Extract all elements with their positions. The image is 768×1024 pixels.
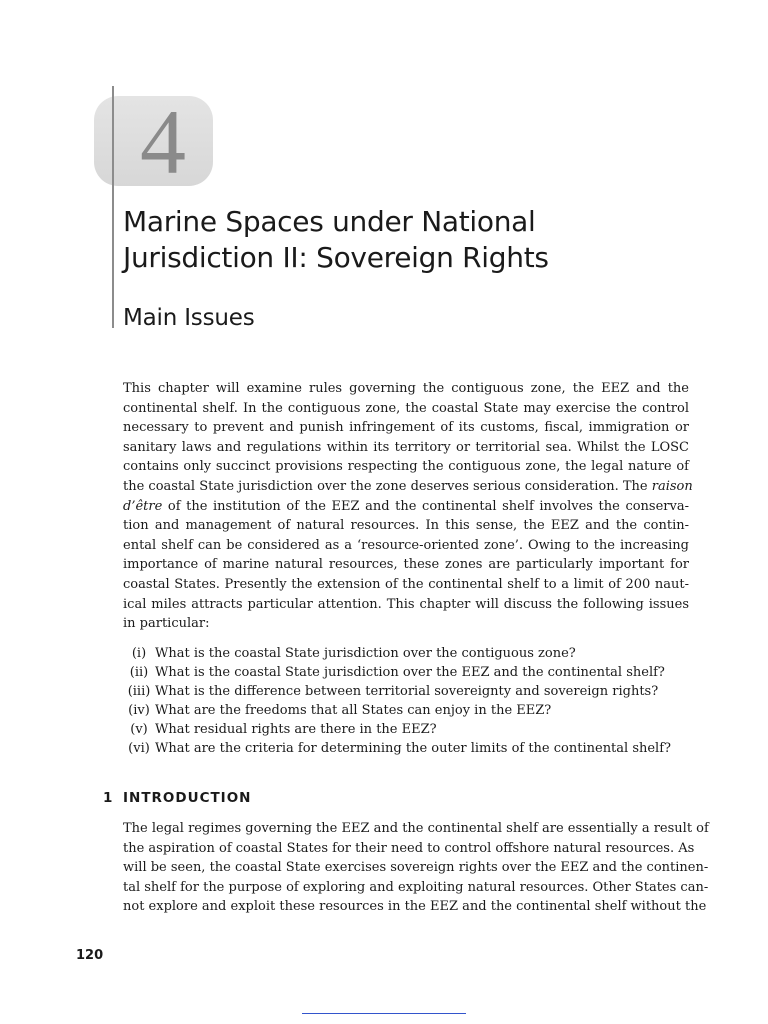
list-item-text: What are the criteria for determining the outer limits of the continental shelf? [155,741,672,756]
introduction-heading [103,788,251,808]
paragraph-line: ical miles attracts particular attention. This chapter will discuss the following issues [123,596,689,612]
paragraph-line: coastal States. Presently the extension of the continental shelf to a limit of 200 naut- [123,576,689,592]
paragraph-line [123,497,689,517]
italic-term: raison [651,478,693,494]
list-item [123,663,703,682]
list-item [123,720,703,739]
list-item-number: (iii) [127,684,151,699]
chapter-vertical-rule [112,86,114,328]
paragraph-line-text: of the institution of the EEZ and the continental shelf involves the conserva- [167,498,689,514]
italic-term: d’être [123,498,163,514]
list-item-text: What is the difference between territorial sovereignty and sovereign rights? [155,684,659,699]
paragraph-line: continental shelf. In the contiguous zone, the coastal State may exercise the control [123,400,689,416]
main-issues-paragraph [123,379,693,634]
list-item-text: What are the freedoms that all States can enjoy in the EEZ? [155,703,552,718]
introduction-paragraph [123,819,709,917]
paragraph-line: contains only succinct provisions respecting the contiguous zone, the legal nature of [123,459,689,475]
paragraph-line: This chapter will examine rules governing the contiguous zone, the EEZ and the [123,381,689,396]
list-item [123,739,703,758]
list-item-number: (vi) [128,741,150,756]
paragraph-line: in particular: [123,616,210,632]
paragraph-line: The legal regimes governing the EEZ and the continental shelf are essentially a result of [123,821,709,836]
list-item-number: (ii) [129,665,149,680]
list-item-number: (v) [130,722,148,737]
list-item [123,682,703,701]
paragraph-line: ental shelf can be considered as a ‘resource-oriented zone’. Owing to the increasing [123,537,689,553]
chapter-title [123,204,723,276]
page-number: 120 [76,948,104,963]
footer-rule [302,1013,466,1014]
list-item-number: (i) [131,646,147,661]
chapter-title-line: Marine Spaces under National [123,205,536,238]
list-item-text: What is the coastal State jurisdiction over the EEZ and the continental shelf? [155,665,665,680]
paragraph-line: necessary to prevent and punish infringement of its customs, fiscal, immigration or [123,420,689,436]
paragraph-line: tal shelf for the purpose of exploring and exploiting natural resources. Other States can- [123,879,709,895]
section-number: 1 [103,790,114,806]
paragraph-line-text: the coastal State jurisdiction over the zone deserves serious consideration. The [123,478,648,494]
paragraph-line: not explore and exploit these resources in the EEZ and the continental shelf without the [123,899,707,915]
list-item [123,701,703,720]
list-item-number: (iv) [128,703,150,718]
issues-question-list [123,644,703,758]
paragraph-line [123,477,693,497]
main-issues-heading: Main Issues [123,305,255,331]
list-item-text: What residual rights are there in the EEZ? [155,722,437,737]
chapter-number: 4 [140,91,186,193]
paragraph-line: will be seen, the coastal State exercises sovereign rights over the EEZ and the continen- [123,860,709,876]
section-heading-text: INTRODUCTION [123,790,252,806]
chapter-title-line: Jurisdiction II: Sovereign Rights [123,241,549,274]
paragraph-line: tion and management of natural resources. In this sense, the EEZ and the contin- [123,518,689,534]
paragraph-line: sanitary laws and regulations within its territory or territorial sea. Whilst the LOSC [123,439,689,455]
list-item-text: What is the coastal State jurisdiction over the contiguous zone? [155,646,576,661]
list-item [123,644,703,663]
paragraph-line: importance of marine natural resources, these zones are particularly important for [123,557,689,573]
paragraph-line: the aspiration of coastal States for their need to control offshore natural resources. As [123,840,695,856]
